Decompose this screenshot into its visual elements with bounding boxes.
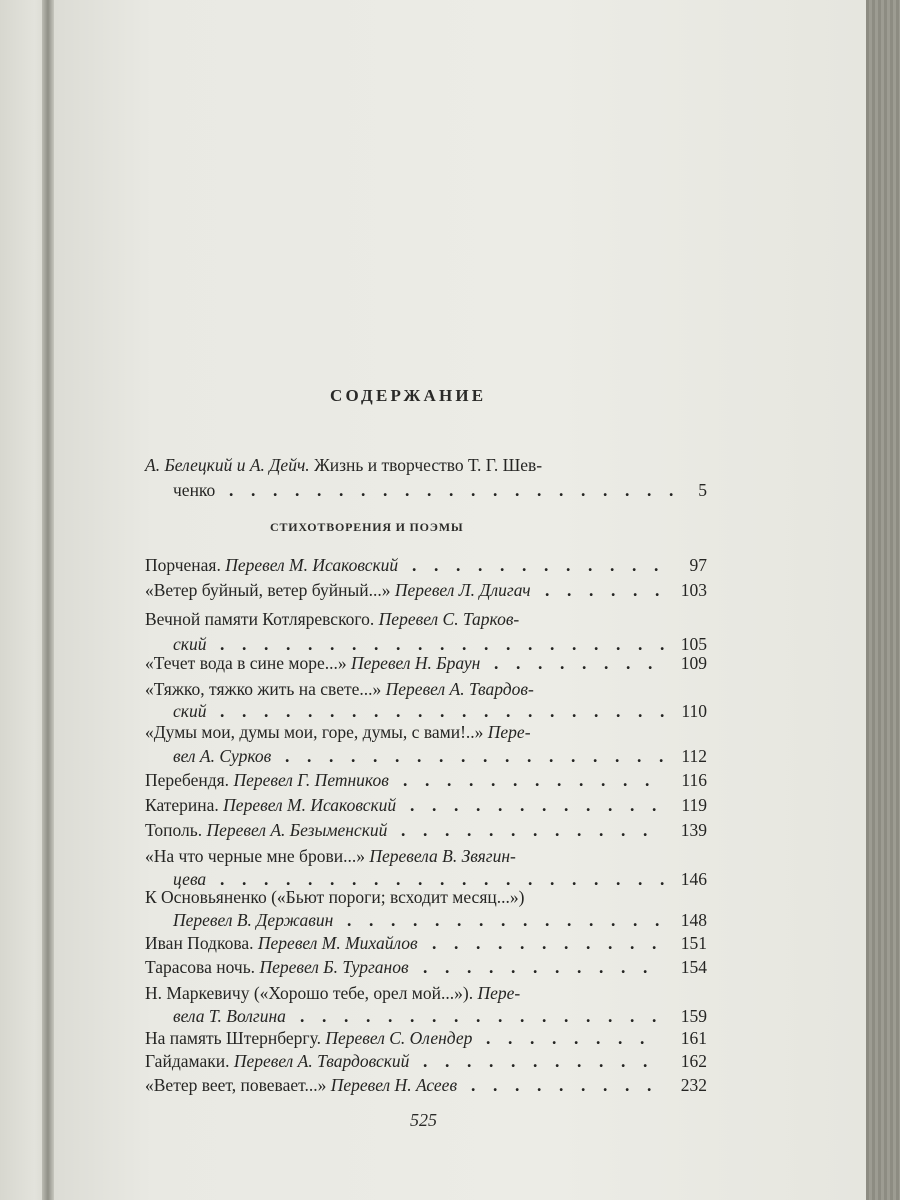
work-title-text: «Ветер буйный, ветер буйный...» <box>145 580 395 600</box>
work-title-text: Перебендя. <box>145 770 234 790</box>
toc-entry-text <box>145 452 542 478</box>
translator-text: ский <box>173 634 207 654</box>
translator-text: Перевел С. Олендер <box>325 1028 473 1048</box>
toc-page-number: 139 <box>680 820 707 840</box>
leader-dots: . . . . . . <box>545 580 660 600</box>
work-title-text: Н. Маркевичу («Хорошо тебе, орел мой...»). <box>145 983 478 1003</box>
leader-dots: . . . . . . . . . . . <box>432 933 657 953</box>
toc-entry <box>145 767 707 793</box>
toc-page-number: 97 <box>689 555 707 575</box>
toc-entry <box>145 954 707 980</box>
toc-entry <box>145 606 707 632</box>
toc-entry <box>145 817 707 843</box>
toc-page-number: 154 <box>680 957 707 977</box>
translator-text: Перевел М. Исаковский <box>225 555 399 575</box>
leader-dots: . . . . . . . . . . . . . . . . . . . . . <box>220 869 665 889</box>
work-title-text: «Думы мои, думы мои, горе, думы, с вами!..» <box>145 722 488 742</box>
translator-text: Перевел А. Безыменский <box>206 820 388 840</box>
translator-text: Перевел В. Державин <box>173 910 334 930</box>
work-title-text: «Ветер веет, повевает...» <box>145 1075 331 1095</box>
page-number: 525 <box>410 1110 437 1130</box>
toc-page-number: 109 <box>680 653 707 673</box>
toc-entry <box>145 452 707 478</box>
leader-dots: . . . . . . . . <box>494 653 653 673</box>
toc-entry-text <box>145 606 519 632</box>
work-title-text: К Основьяненко («Бьют пороги; всходит месяц...») <box>145 887 525 907</box>
toc-entry <box>145 1048 707 1074</box>
work-title-text: Иван Подкова. <box>145 933 258 953</box>
work-title-text: Порченая. <box>145 555 226 575</box>
toc-page-number: 146 <box>680 869 707 889</box>
toc-page-number: 116 <box>681 770 707 790</box>
toc-page-number: 112 <box>681 746 707 766</box>
section-heading: СТИХОТВОРЕНИЯ И ПОЭМЫ <box>270 520 464 534</box>
toc-page-number: 119 <box>681 795 707 815</box>
leader-dots: . . . . . . . . . . . . <box>412 555 659 575</box>
toc-page-number: 103 <box>680 580 707 600</box>
translator-text: Перевел Б. Турганов <box>259 957 409 977</box>
contents-title: СОДЕРЖАНИЕ <box>330 386 487 405</box>
leader-dots: . . . . . . . . . . . <box>423 957 648 977</box>
translator-text: Перевела В. Звягин- <box>369 846 516 866</box>
translator-text: цева <box>173 869 207 889</box>
toc-entry <box>145 477 707 503</box>
work-title-text: «Тяжко, тяжко жить на свете...» <box>145 679 386 699</box>
leader-dots: . . . . . . . . . . . . . . . . . . . . . <box>220 701 665 721</box>
leader-dots: . . . . . . . . . . . . . . . <box>347 910 660 930</box>
leader-dots: . . . . . . . . . . . . <box>401 820 648 840</box>
work-title-text: Гайдамаки. <box>145 1051 234 1071</box>
work-title-text: На память Штернбергу. <box>145 1028 326 1048</box>
translator-text: Перевел М. Михайлов <box>257 933 418 953</box>
translator-text: Пере- <box>477 983 521 1003</box>
leader-dots: . . . . . . . . . . . <box>423 1051 648 1071</box>
translator-text: Перевел А. Твардовский <box>233 1051 410 1071</box>
translator-text: Перевел Н. Браун <box>351 653 481 673</box>
work-title-text: ченко <box>173 480 216 500</box>
page-stack-edge <box>866 0 900 1200</box>
translator-text: Перевел А. Твардов- <box>385 679 534 699</box>
translator-text: ский <box>173 701 207 721</box>
toc-page-number: 159 <box>680 1006 707 1026</box>
translator-text: Перевел С. Тарков- <box>378 609 520 629</box>
toc-entry <box>145 577 707 603</box>
work-title-text: «Течет вода в сине море...» <box>145 653 352 673</box>
translator-text: Перевел Н. Асеев <box>330 1075 458 1095</box>
leader-dots: . . . . . . . . . . . . <box>410 795 657 815</box>
toc-page-number: 151 <box>680 933 707 953</box>
toc-page-number: 232 <box>680 1075 707 1095</box>
work-title-text: Вечной памяти Котляревского. <box>145 609 379 629</box>
leader-dots: . . . . . . . . . . . . <box>403 770 650 790</box>
leader-dots: . . . . . . . . . <box>471 1075 652 1095</box>
toc-page-number: 161 <box>680 1028 707 1048</box>
toc-entry <box>145 743 707 769</box>
toc-entry <box>145 1072 707 1098</box>
leader-dots: . . . . . . . . . . . . . . . . . . <box>285 746 664 766</box>
toc-entry <box>145 650 707 676</box>
translator-text: Пере- <box>487 722 531 742</box>
translator-text: вел А. Сурков <box>173 746 272 766</box>
toc-entry <box>145 552 707 578</box>
work-title-text: «На что черные мне брови...» <box>145 846 370 866</box>
book-gutter <box>42 0 54 1200</box>
leader-dots: . . . . . . . . <box>486 1028 645 1048</box>
translator-text: Перевел Л. Длигач <box>394 580 531 600</box>
translator-text: А. Белецкий и А. Дейч. <box>145 455 310 475</box>
work-title-text: Тарасова ночь. <box>145 957 260 977</box>
toc-entry-text <box>145 719 531 745</box>
leader-dots: . . . . . . . . . . . . . . . . . . . . . <box>229 480 674 500</box>
toc-entry <box>145 719 707 745</box>
toc-page-number: 162 <box>680 1051 707 1071</box>
translator-text: вела Т. Волгина <box>173 1006 286 1026</box>
work-title-text: Тополь. <box>145 820 207 840</box>
toc-page-number: 5 <box>698 480 707 500</box>
translator-text: Перевел Г. Петников <box>233 770 389 790</box>
work-title-text: Жизнь и творчество Т. Г. Шев- <box>309 455 543 475</box>
toc-page-number: 110 <box>681 701 707 721</box>
translator-text: Перевел М. Исаковский <box>223 795 397 815</box>
toc-page-number: 105 <box>680 634 707 654</box>
work-title-text: Катерина. <box>145 795 224 815</box>
toc-page-number: 148 <box>680 910 707 930</box>
leader-dots: . . . . . . . . . . . . . . . . . . . . . <box>220 634 665 654</box>
toc-entry <box>145 792 707 818</box>
leader-dots: . . . . . . . . . . . . . . . . . <box>300 1006 657 1026</box>
toc-entry <box>145 930 707 956</box>
